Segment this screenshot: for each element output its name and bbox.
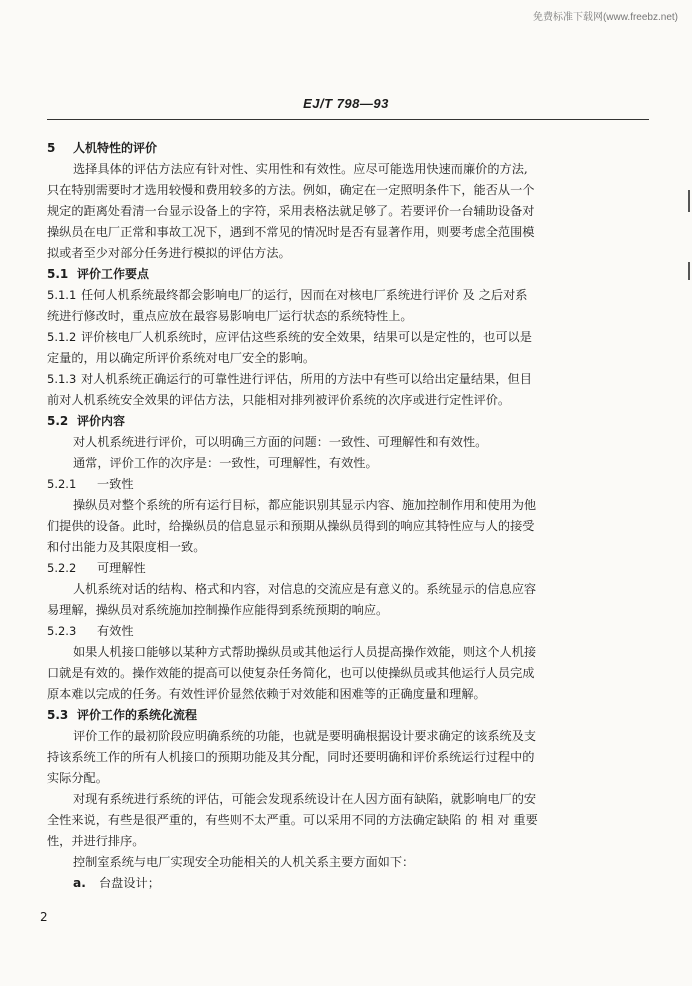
text-line: 原本难以完成的任务。有效性评价显然依赖于对效能和困难等的正确度量和理解。 [47,687,486,701]
text-line: 易理解，操纵员对系统施加控制操作应能得到系统预期的响应。 [47,603,389,617]
text-line: 全性来说，有些是很严重的，有些则不太严重。可以采用不同的方法确定缺陷 的 相 对 重要 [47,813,538,827]
clause-5-2-2 [47,558,645,621]
clause-number: 5.2.2 [47,561,77,575]
clause-number: 5.1.3 [47,372,77,386]
list-item-a: a. 台盘设计； [73,876,160,890]
clause-title: 有效性 [97,624,134,638]
text-line: 对人机系统进行评价，可以明确三方面的问题：一致性、可理解性和有效性。 [73,435,488,449]
text-line: 选择具体的评估方法应有针对性、实用性和有效性。应尽可能选用快速而廉价的方法, [73,162,528,176]
paragraph-5-3-c: 控制室系统与电厂实现安全功能相关的人机关系主要方面如下： [73,855,415,869]
text-line: 人机系统对话的结构、格式和内容，对信息的交流应是有意义的。系统显示的信息应容 [73,582,537,596]
clause-5-1-2: 5.1.2 评价核电厂人机系统时，应评估这些系统的安全效果，结果可以是定性的，也可以是 定量的，用以确定所评价系统对电厂安全的影响。 [47,327,645,369]
text-line: 实际分配。 [47,771,108,785]
paragraph-5-3-a [47,726,645,789]
section-5-heading: 5 人机特性的评价 [47,141,158,155]
text-line: 操纵员在电厂正常和事故工况下，遇到不常见的情况时是否有显著作用，则要考虑全范围模 [47,225,535,239]
page-number: 2 [40,910,48,924]
clause-title: 一致性 [97,477,134,491]
text-line: 只在特别需要时才选用较慢和费用较多的方法。例如，确定在一定照明条件下，能否从一个 [47,183,535,197]
text-line: 规定的距离处看清一台显示设备上的字符，采用表格法就足够了。若要评价一台辅助设备对 [47,204,535,218]
paragraph-5-2 [47,432,645,474]
clause-number: 5.2.3 [47,624,77,638]
text-line: 们提供的设备。此时，给操纵员的信息显示和预期从操纵员得到的响应其特性应与人的接受 [47,519,535,533]
section-5-3-heading: 5.3 评价工作的系统化流程 [47,708,198,722]
text-line: 定量的，用以确定所评价系统对电厂安全的影响。 [47,351,316,365]
clause-5-2-1 [47,474,645,558]
clause-number: 5.1.2 [47,330,77,344]
header-rule [47,119,649,120]
document-body [47,138,645,894]
paragraph-5-3-b [47,789,645,852]
clause-number: 5.1.1 [47,288,77,302]
text-line: 对现有系统进行系统的评估，可能会发现系统设计在人因方面有缺陷，就影响电厂的安 [73,792,537,806]
binding-mark-2 [688,262,690,280]
clause-5-1-1: 5.1.1 任何人机系统最终都会影响电厂的运行，因而在对核电厂系统进行评价 及 之后对系 统进行修改时，重点应放在最容易影响电厂运行状态的系统特性上。 [47,285,645,327]
text-line: 前对人机系统安全效果的评估方法，只能相对排列被评价系统的次序或进行定性评价。 [47,393,511,407]
clause-number: 5.2.1 [47,477,77,491]
text-line: 和付出能力及其限度相一致。 [47,540,206,554]
text-line: 如果人机接口能够以某种方式帮助操纵员或其他运行人员提高操作效能，则这个人机接 [73,645,537,659]
clause-5-1-3: 5.1.3 对人机系统正确运行的可靠性进行评估，所用的方法中有些可以给出定量结果，但目 前对人机系统安全效果的评估方法，只能相对排列被评价系统的次序或进行定性评价。 [47,369,645,411]
text-line: 统进行修改时，重点应放在最容易影响电厂运行状态的系统特性上。 [47,309,413,323]
clause-5-2-3 [47,621,645,705]
section-5-1-heading: 5.1 评价工作要点 [47,267,150,281]
text-line: 操纵员对整个系统的所有运行目标，都应能识别其显示内容、施加控制作用和使用为他 [73,498,537,512]
page-header: EJ/T 798—93 [303,96,389,111]
text-line: 持该系统工作的所有人机接口的预期功能及其分配，同时还要明确和评价系统运行过程中的 [47,750,535,764]
clause-title: 可理解性 [97,561,146,575]
text-line: 性，并进行排序。 [47,834,145,848]
text-line: 口就是有效的。操作效能的提高可以使复杂任务简化，也可以使操纵员或其他运行人员完成 [47,666,535,680]
text-line: 通常，评价工作的次序是：一致性，可理解性，有效性。 [73,456,378,470]
binding-mark-1 [688,190,690,212]
watermark: 免费标准下载网(www.freebz.net) [532,12,678,23]
intro-paragraph [47,159,645,264]
text-line: 评价工作的最初阶段应明确系统的功能，也就是要明确根据设计要求确定的该系统及支 [73,729,537,743]
text-line: 拟或者至少对部分任务进行模拟的评估方法。 [47,246,291,260]
section-5-2-heading: 5.2 评价内容 [47,414,126,428]
